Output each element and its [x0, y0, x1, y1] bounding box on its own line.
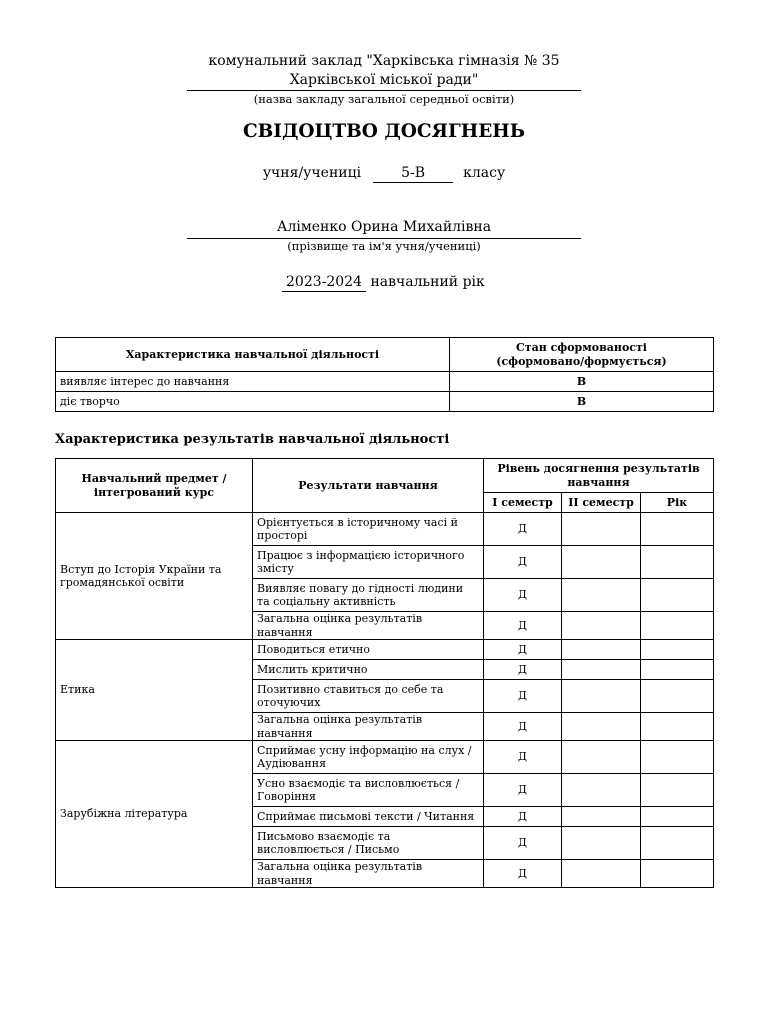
- academic-year-value: 2023-2024: [282, 273, 366, 292]
- grade-year: [641, 612, 714, 640]
- header-level: Рівень досягнення результатів навчання: [484, 459, 714, 493]
- activity-label: виявляє інтерес до навчання: [56, 372, 450, 392]
- result-text: Орієнтується в історичному часі й просторі: [253, 513, 484, 546]
- header-subject: Навчальний предмет / інтегрований курс: [56, 459, 253, 513]
- header-results: Результати навчання: [253, 459, 484, 513]
- subject-name: Етика: [56, 640, 253, 741]
- grade-sem2: [562, 827, 641, 860]
- activity-table: [55, 337, 714, 412]
- school-caption: (назва закладу загальної середньої освіти): [253, 92, 515, 106]
- result-text: Позитивно ставиться до себе та оточуючих: [253, 680, 484, 713]
- grade-sem1: Д: [484, 640, 562, 660]
- grade-year: [641, 513, 714, 546]
- activity-col-state: [450, 338, 714, 372]
- grade-sem1: Д: [484, 741, 562, 774]
- class-row: [0, 164, 768, 183]
- table-row: [56, 372, 714, 392]
- activity-col-characteristic: Характеристика навчальної діяльності: [56, 338, 450, 372]
- grade-sem2: [562, 513, 641, 546]
- grade-year: [641, 546, 714, 579]
- grade-sem2: [562, 741, 641, 774]
- grade-year: [641, 660, 714, 680]
- school-name-line1: комунальний заклад "Харківська гімназія № 35: [208, 53, 560, 69]
- grade-sem2: [562, 713, 641, 741]
- grade-year: [641, 860, 714, 888]
- header-year: Рік: [641, 493, 714, 513]
- school-name: [187, 52, 581, 90]
- grade-sem1: Д: [484, 513, 562, 546]
- student-caption: (прізвище та ім'я учня/учениці): [287, 239, 481, 253]
- student-name: Аліменко Орина Михайлівна: [276, 219, 492, 235]
- result-text: Виявляє повагу до гідності людини та соціальну активність: [253, 579, 484, 612]
- result-text: Поводиться етично: [253, 640, 484, 660]
- table-row: [56, 640, 714, 660]
- grade-sem2: [562, 774, 641, 807]
- grade-sem1: Д: [484, 660, 562, 680]
- academic-year-suffix: навчальний рік: [370, 274, 485, 290]
- result-text: Загальна оцінка результатів навчання: [253, 612, 484, 640]
- result-text: Письмово взаємодіє та висловлюється / Письмо: [253, 827, 484, 860]
- grade-sem2: [562, 546, 641, 579]
- grade-sem2: [562, 660, 641, 680]
- grade-year: [641, 640, 714, 660]
- school-name-line2: Харківської міської ради": [289, 72, 479, 88]
- table-row: [56, 392, 714, 412]
- result-text: Мислить критично: [253, 660, 484, 680]
- grade-sem1: Д: [484, 774, 562, 807]
- class-suffix: класу: [463, 165, 506, 181]
- subject-name: Вступ до Історія України та громадянської освіти: [56, 513, 253, 640]
- grade-sem1: Д: [484, 827, 562, 860]
- grade-sem1: Д: [484, 680, 562, 713]
- results-header-row: [56, 459, 714, 493]
- activity-col-state-line1: Стан сформованості: [516, 341, 647, 354]
- activity-label: діє творчо: [56, 392, 450, 412]
- result-text: Усно взаємодіє та висловлюється / Говоріння: [253, 774, 484, 807]
- result-text: Сприймає письмові тексти / Читання: [253, 807, 484, 827]
- table-row: [56, 513, 714, 546]
- result-text: Загальна оцінка результатів навчання: [253, 713, 484, 741]
- grade-sem2: [562, 640, 641, 660]
- grade-sem1: Д: [484, 546, 562, 579]
- subject-name: Зарубіжна література: [56, 741, 253, 888]
- result-text: Сприймає усну інформацію на слух / Аудіювання: [253, 741, 484, 774]
- grade-sem1: Д: [484, 860, 562, 888]
- grade-sem2: [562, 807, 641, 827]
- header-semester-2: ІІ семестр: [562, 493, 641, 513]
- grade-sem1: Д: [484, 579, 562, 612]
- grade-year: [641, 579, 714, 612]
- grade-sem2: [562, 860, 641, 888]
- activity-value: В: [450, 372, 714, 392]
- results-table: [55, 458, 714, 888]
- grade-sem2: [562, 612, 641, 640]
- document-title: СВІДОЦТВО ДОСЯГНЕНЬ: [242, 121, 526, 142]
- activity-value: В: [450, 392, 714, 412]
- grade-sem1: Д: [484, 807, 562, 827]
- academic-year-row: [282, 273, 485, 292]
- grade-year: [641, 774, 714, 807]
- grade-sem1: Д: [484, 612, 562, 640]
- activity-table-header: [56, 338, 714, 372]
- class-value: 5-В: [373, 164, 453, 183]
- grade-year: [641, 807, 714, 827]
- grade-sem2: [562, 579, 641, 612]
- grade-year: [641, 680, 714, 713]
- student-prefix: учня/учениці: [262, 165, 362, 181]
- school-underline: [187, 90, 581, 91]
- grade-sem1: Д: [484, 713, 562, 741]
- header-semester-1: І семестр: [484, 493, 562, 513]
- results-section-title: Характеристика результатів навчальної діяльності: [55, 432, 450, 447]
- grade-year: [641, 827, 714, 860]
- grade-year: [641, 741, 714, 774]
- result-text: Працює з інформацією історичного змісту: [253, 546, 484, 579]
- table-row: [56, 741, 714, 774]
- activity-col-state-line2: (сформовано/формується): [496, 354, 667, 368]
- grade-sem2: [562, 680, 641, 713]
- result-text: Загальна оцінка результатів навчання: [253, 860, 484, 888]
- grade-year: [641, 713, 714, 741]
